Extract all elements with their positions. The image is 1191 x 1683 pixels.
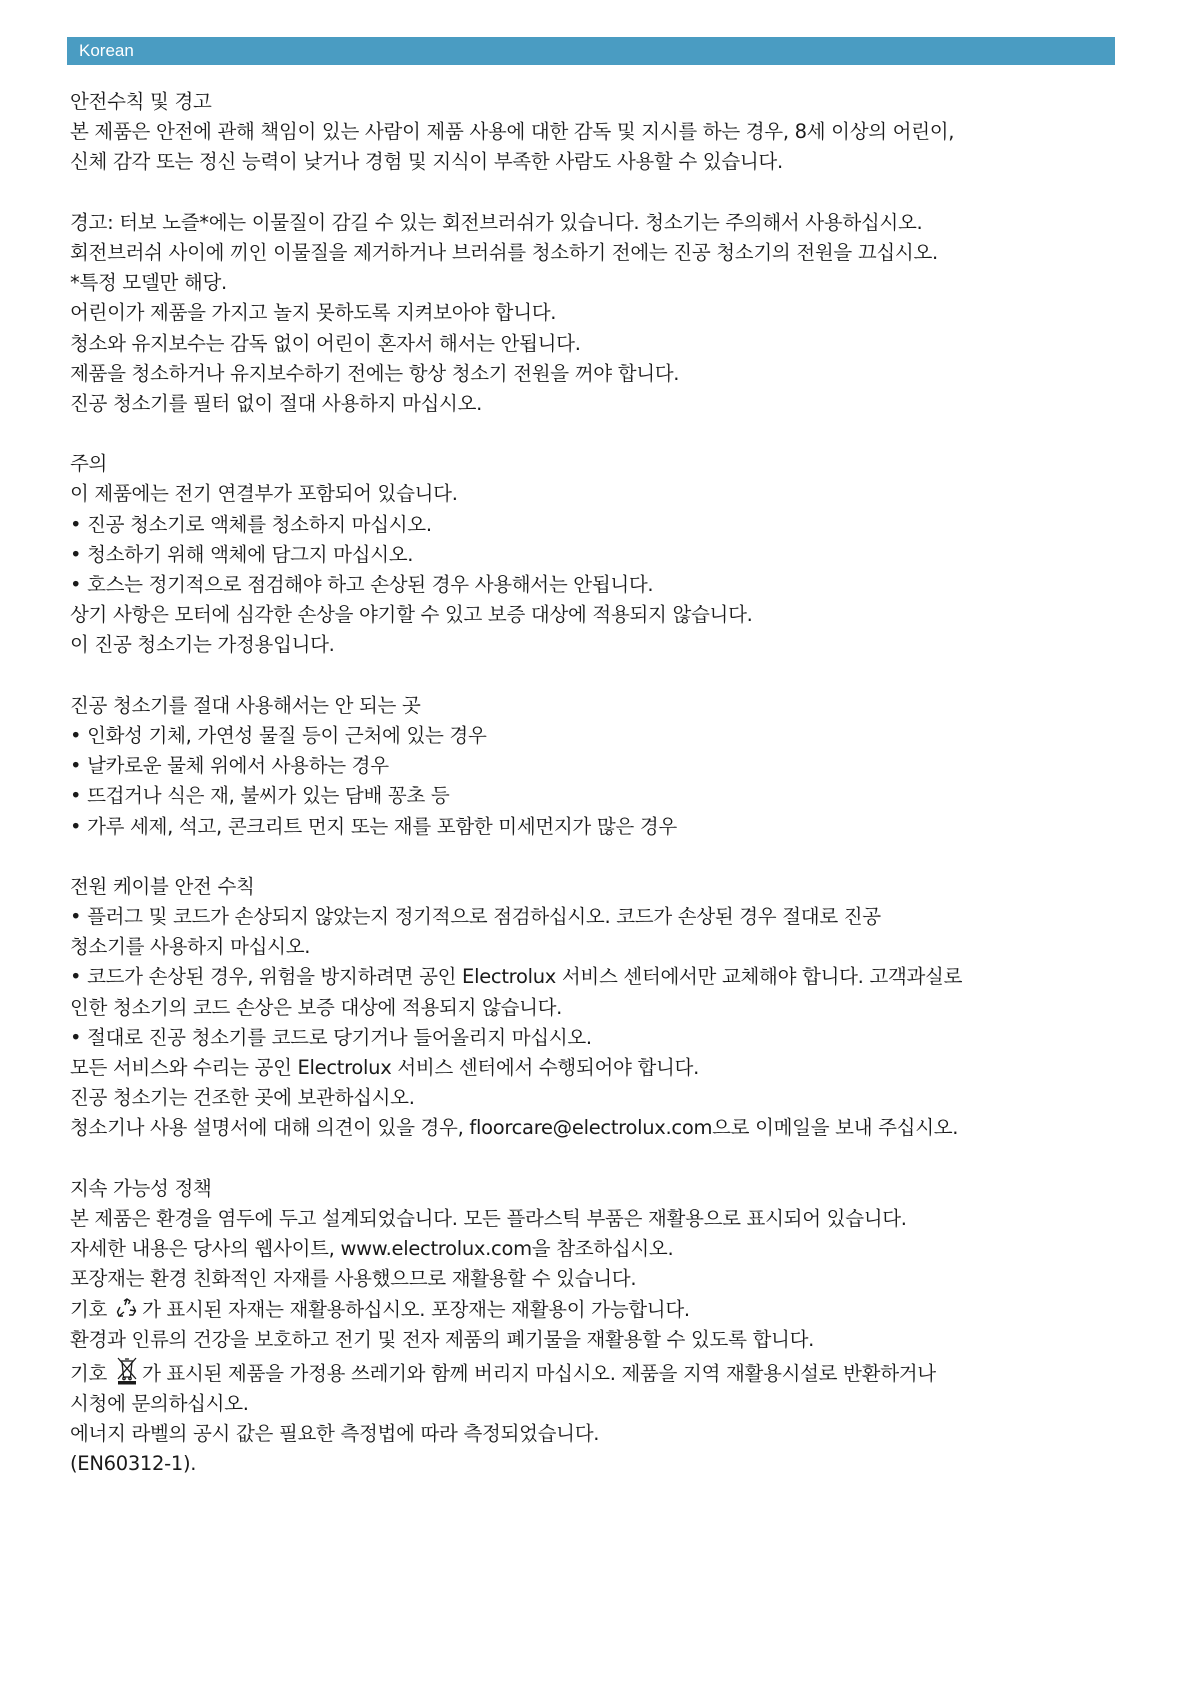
- sustainability-line: 시청에 문의하십시오.: [70, 1391, 249, 1415]
- bin-symbol-line: [70, 1355, 1120, 1389]
- caution-line: • 청소하기 위해 액체에 담그지 마십시오.: [70, 542, 414, 566]
- recycle-suffix: 가 표시된 자재는 재활용하십시오. 포장재는 재활용이 가능합니다.: [142, 1297, 690, 1321]
- safety-line: 신체 감각 또는 정신 능력이 낮거나 경험 및 지식이 부족한 사람도 사용할 수 있습니다.: [70, 150, 783, 174]
- caution-line: • 호스는 정기적으로 점검해야 하고 손상된 경우 사용해서는 안됩니다.: [70, 573, 654, 596]
- section-title-cable: 전원 케이블 안전 수칙: [70, 874, 255, 898]
- never-use-item: • 인화성 기체, 가연성 물질 등이 근처에 있는 경우: [70, 723, 487, 747]
- warning-line: 어린이가 제품을 가지고 놀지 못하도록 지켜보아야 합니다.: [70, 301, 557, 325]
- warning-line: 경고: 터보 노즐*에는 이물질이 감길 수 있는 회전브러쉬가 있습니다. 청소기는 주의해서 사용하십시오.: [70, 210, 923, 234]
- cable-line: • 절대로 진공 청소기를 코드로 당기거나 들어올리지 마십시오.: [70, 1025, 592, 1049]
- caution-line: 이 진공 청소기는 가정용입니다.: [70, 633, 335, 657]
- language-label: Korean: [79, 41, 134, 60]
- bin-prefix: 기호: [70, 1361, 108, 1385]
- document-body: [70, 87, 1120, 1479]
- sustainability-line: 자세한 내용은 당사의 웹사이트, www.electrolux.com을 참조하십시오.: [70, 1237, 674, 1261]
- cable-line: 모든 서비스와 수리는 공인 Electrolux 서비스 센터에서 수행되어야 합니다.: [70, 1056, 699, 1079]
- section-title-safety: 안전수칙 및 경고: [70, 90, 212, 113]
- recycle-symbol-line: [70, 1295, 1120, 1325]
- language-header-bar: [67, 37, 1115, 65]
- caution-line: 상기 사항은 모터에 심각한 손상을 야기할 수 있고 보증 대상에 적용되지 않습니다.: [70, 603, 753, 627]
- recycle-prefix: 기호: [70, 1297, 108, 1321]
- bin-suffix: 가 표시된 제품을 가정용 쓰레기와 함께 버리지 마십시오. 제품을 지역 재활용시설로 반환하거나: [142, 1361, 936, 1385]
- sustainability-line: 환경과 인류의 건강을 보호하고 전기 및 전자 제품의 폐기물을 재활용할 수 있도록 합니다.: [70, 1327, 815, 1351]
- never-use-item: • 뜨겁거나 식은 재, 불씨가 있는 담배 꽁초 등: [70, 784, 450, 808]
- cable-line: 진공 청소기는 건조한 곳에 보관하십시오.: [70, 1086, 415, 1110]
- cable-line: 청소기나 사용 설명서에 대해 의견이 있을 경우, floorcare@electrolux.com으로 이메일을 보내 주십시오.: [70, 1116, 959, 1140]
- cable-line: • 플러그 및 코드가 손상되지 않았는지 정기적으로 점검하십시오. 코드가 손상된 경우 절대로 진공: [70, 905, 881, 929]
- section-title-sustainability: 지속 가능성 정책: [70, 1176, 212, 1200]
- section-title-never-use: 진공 청소기를 절대 사용해서는 안 되는 곳: [70, 693, 421, 717]
- cable-line: 인한 청소기의 코드 손상은 보증 대상에 적용되지 않습니다.: [70, 995, 563, 1019]
- warning-line: 제품을 청소하거나 유지보수하기 전에는 항상 청소기 전원을 꺼야 합니다.: [70, 361, 680, 385]
- section-title-caution: 주의: [70, 452, 108, 476]
- cable-line: 청소기를 사용하지 마십시오.: [70, 935, 311, 959]
- sustainability-line: 포장재는 환경 친화적인 자재를 사용했으므로 재활용할 수 있습니다.: [70, 1267, 637, 1291]
- sustainability-line: (EN60312-1).: [70, 1452, 197, 1476]
- never-use-item: • 가루 세제, 석고, 콘크리트 먼지 또는 재를 포함한 미세먼지가 많은 경우: [70, 814, 677, 838]
- sustainability-line: 에너지 라벨의 공시 값은 필요한 측정법에 따라 측정되었습니다.: [70, 1422, 600, 1446]
- cable-line: • 코드가 손상된 경우, 위험을 방지하려면 공인 Electrolux 서비스 센터에서만 교체해야 합니다. 고객과실로: [70, 965, 963, 989]
- warning-line: 회전브러쉬 사이에 끼인 이물질을 제거하거나 브러쉬를 청소하기 전에는 진공 청소기의 전원을 끄십시오.: [70, 240, 938, 264]
- warning-line: *특정 모델만 해당.: [70, 271, 227, 295]
- caution-line: • 진공 청소기로 액체를 청소하지 마십시오.: [70, 512, 432, 536]
- safety-line: 본 제품은 안전에 관해 책임이 있는 사람이 제품 사용에 대한 감독 및 지시를 하는 경우, 8세 이상의 어린이,: [70, 120, 955, 144]
- warning-line: 진공 청소기를 필터 없이 절대 사용하지 마십시오.: [70, 391, 483, 415]
- caution-line: 이 제품에는 전기 연결부가 포함되어 있습니다.: [70, 482, 458, 506]
- never-use-item: • 날카로운 물체 위에서 사용하는 경우: [70, 754, 389, 778]
- sustainability-line: 본 제품은 환경을 염두에 두고 설계되었습니다. 모든 플라스틱 부품은 재활용으로 표시되어 있습니다.: [70, 1206, 907, 1230]
- warning-line: 청소와 유지보수는 감독 없이 어린이 혼자서 해서는 안됩니다.: [70, 331, 581, 355]
